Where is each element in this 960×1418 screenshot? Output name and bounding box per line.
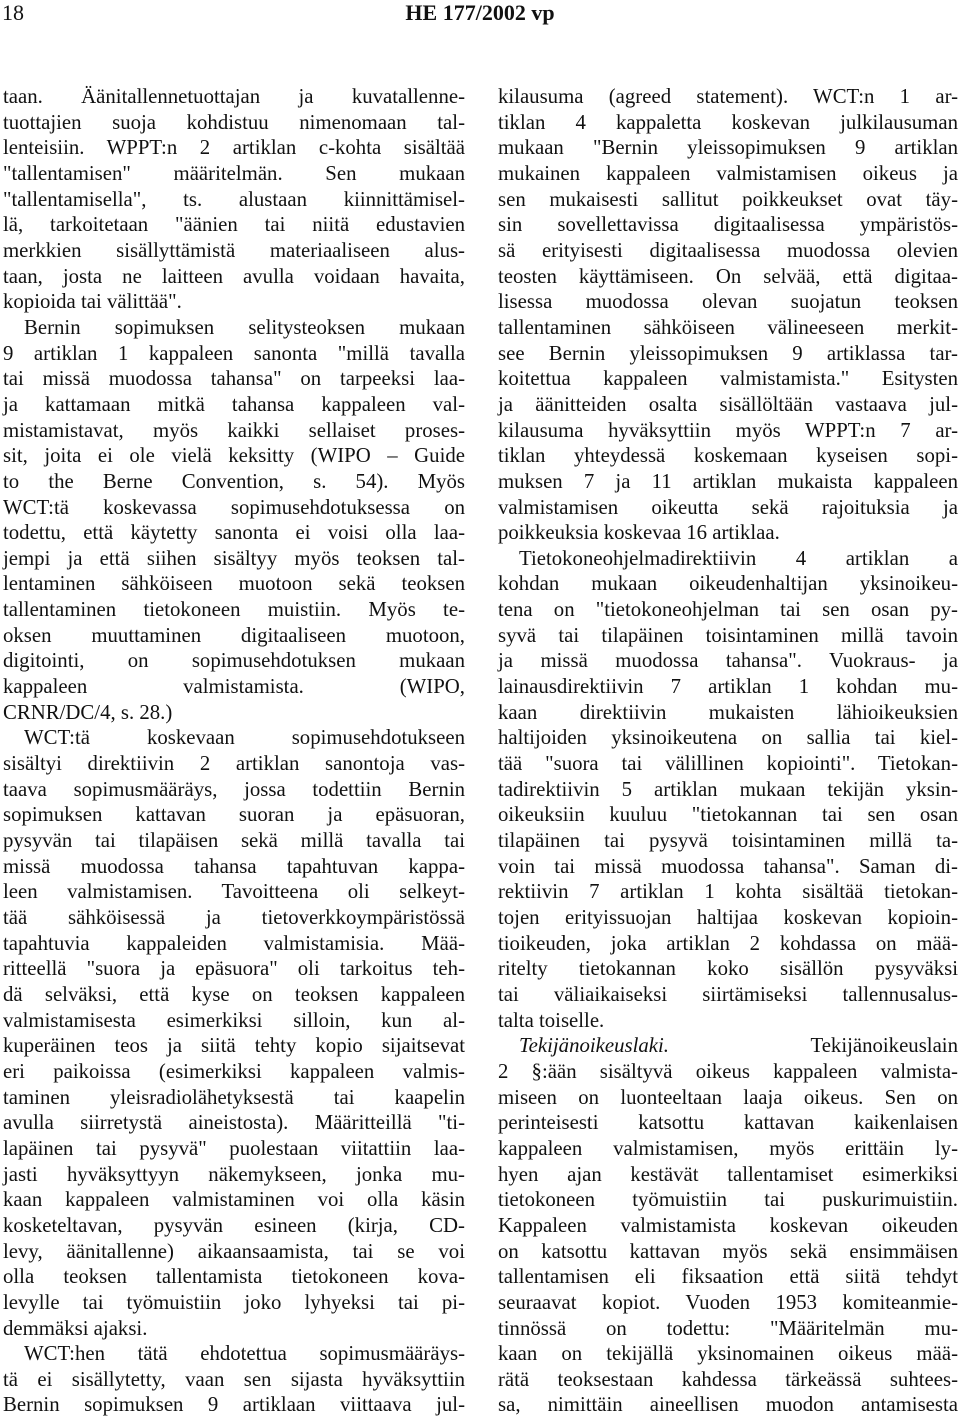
text-line: poikkeuksia koskevaa 16 artiklaa. <box>498 521 780 545</box>
text-line: taava sopimusmääräys, jossa todettiin Bernin <box>3 777 465 801</box>
text-line: demmäksi ajaksi. <box>3 1316 148 1340</box>
text-line: 2 §:ään sisältyvä oikeus kappaleen valmista- <box>498 1059 958 1083</box>
text-line: muksen 7 ja 11 artiklan mukaista kappaleen <box>498 469 958 493</box>
text-line: ja äänitteiden osalta sisällöltään vastaava jul- <box>498 392 958 416</box>
text-line: merkkien sisällyttämistä materiaaliseen alus- <box>3 238 465 262</box>
text-line: WCT:tä koskevaan sopimusehdotukseen <box>24 726 465 750</box>
text-line: to the Berne Convention, s. 54). Myös <box>3 469 465 493</box>
text-line: taminen yleisradiolähetyksestä tai kaapelin <box>3 1085 465 1109</box>
document-id: HE 177/2002 vp <box>405 0 555 25</box>
text-line: digitointi, on sopimusehdotuksen mukaan <box>3 649 465 673</box>
text-line: sit, joita ei ole vielä keksitty (WIPO – Guide <box>3 444 465 468</box>
text-line: koitettua kappaleen valmistamista." Esitysten <box>498 367 958 391</box>
text-line: lainausdirektiivin 7 artiklan 1 kohdan mu- <box>498 675 958 699</box>
text-line: tapahtuvia kappaleiden valmistamisia. Mää- <box>3 931 465 955</box>
text-line: "tallentamisen" määritelmän. Sen mukaan <box>3 161 465 185</box>
text-line: rätä teoksestaan kahdessa tärkeässä suhtees- <box>498 1367 958 1391</box>
text-line: sen mukaisesti sallitut poikkeukset ovat täy- <box>498 187 958 211</box>
text-line: eri paikoissa (esimerkiksi kappaleen valmis- <box>3 1059 465 1083</box>
text-line: taan, josta ne laitteen avulla voidaan havaita, <box>3 264 465 288</box>
text-line: syvä tai tilapäinen toisintaminen millä tavoin <box>498 623 958 647</box>
text-line: see Bernin yleissopimuksen 9 artiklassa tar- <box>498 341 958 365</box>
page-header <box>0 0 960 36</box>
text-line: valmistamisesta esimerkiksi silloin, kun al- <box>3 1008 465 1032</box>
text-line: Bernin sopimuksen 9 artiklaan viittaava jul- <box>3 1393 465 1417</box>
text-line: lapäinen tai pysyvä" puolestaan viitattiin laa- <box>3 1136 465 1160</box>
text-line: haltijoiden yksinoikeutena on sallia tai kiel- <box>498 726 958 750</box>
text-line: mukainen kappaleen valmistamisen oikeus ja <box>498 161 958 185</box>
text-line: tuottajien suoja kohdistuu nimenomaan tal- <box>3 110 465 134</box>
text-line: "tallentamisella", ts. alustaan kiinnittämisel- <box>3 187 465 211</box>
text-line: WCT:hen tätä ehdotettua sopimusmääräys- <box>24 1342 465 1366</box>
text-line: tallentaminen tietokoneen muistiin. Myös te- <box>3 598 465 622</box>
text-line: tai väliaikaiseksi siirtämiseksi tallennusalus- <box>498 982 958 1006</box>
text-line: tojen erityissuojan haltijaa koskevan kopioin- <box>498 906 958 929</box>
text-line <box>498 1033 958 1059</box>
text-line: kosketeltavan, pysyvän esineen (kirja, CD- <box>3 1213 465 1237</box>
text-line: kappaleen valmistamista. (WIPO, <box>3 675 465 699</box>
text-line: pysyvän tai tilapäisen sekä millä tavalla tai <box>3 829 465 853</box>
text-line: ja kattamaan mitkä tahansa kappaleen val- <box>3 392 465 416</box>
text-line: miseen on luonteeltaan laaja oikeus. Sen on <box>498 1085 958 1109</box>
text-line: on katsottu kattavan myös sekä ensimmäisen <box>498 1239 958 1263</box>
text-line: ja missä muodossa tahansa". Vuokraus- ja <box>498 649 958 673</box>
text-line: lenteisiin. WPPT:n 2 artiklan c-kohta sisältää <box>3 136 465 160</box>
text-line: lentaminen sähköiseen muotoon sekä teoksen <box>3 572 465 596</box>
right-text-column <box>498 84 958 1418</box>
text-line: ritelty tietokannan koko sisällön pysyväksi <box>498 957 958 981</box>
text-line: tiklan yhteydessä koskemaan kyseisen sopi- <box>498 444 958 468</box>
text-line: kilausuma hyväksyttiin myös WPPT:n 7 ar- <box>498 418 958 442</box>
text-line: todettu, että käytetty sanonta ei voisi olla laa- <box>3 521 465 545</box>
text-line: jasti hyväksyttyyn näkemykseen, jonka mu- <box>3 1162 465 1186</box>
text-line: sisältyi direktiivin 2 artiklan sanontoja vas- <box>3 752 465 776</box>
text-line: jempi ja että siihen sisältyy myös teoksen tal- <box>3 546 465 570</box>
text-line: kohdan mukaan oikeudenhaltijan yksinoikeu- <box>498 572 958 596</box>
text-line: rektiivin 7 artiklan 1 kohta sisältää tietokan- <box>498 880 958 904</box>
left-text-column <box>3 84 465 1418</box>
text-line: tä ei sisällytetty, vaan sen sijasta hyväksyttiin <box>3 1367 465 1391</box>
text-line: dä selväksi, että kyse on teoksen kappaleen <box>3 982 465 1006</box>
text-line: sa, nimittäin aineellisen muodon antamisesta <box>498 1393 958 1417</box>
text-line: sä erityisesti digitaalisessa muodossa olevien <box>498 238 958 262</box>
text-line: hyen ajan kestävät tallentamiset esimerkiksi <box>498 1162 958 1186</box>
text-line: missä muodossa tahansa tapahtuvan kappa- <box>3 854 465 878</box>
text-line: voin tai missä muodossa tahansa". Saman di- <box>498 854 958 878</box>
text-line: kopioida tai välittää". <box>3 290 182 314</box>
text-line: tallentamisen eli fiksaation että siitä tehdyt <box>498 1265 958 1289</box>
text-line: kilausuma (agreed statement). WCT:n 1 ar- <box>498 85 958 108</box>
text-line: Tietokoneohjelmadirektiivin 4 artiklan a <box>519 546 958 570</box>
text-line: tai missä muodossa tahansa" on tarpeeksi laa- <box>3 367 465 391</box>
page-number: 18 <box>2 0 24 25</box>
text-line: tallentaminen sähköiseen välineeseen merkit- <box>498 315 958 339</box>
text-line: tadirektiivin 5 artiklan mukaan tekijän yksin- <box>498 777 958 801</box>
text-line: Bernin sopimuksen selitysteoksen mukaan <box>24 315 465 339</box>
text-line: lisessa muodossa olevan suojatun teoksen <box>498 290 958 314</box>
text-line: mistamistavat, myös kaikki sellaiset proses- <box>3 418 465 442</box>
text-line: oksen muuttaminen digitaaliseen muotoon, <box>3 623 465 647</box>
text-line: tää sähköisessä ja tietoverkkoympäristössä <box>3 906 465 929</box>
text-line: levylle tai työmuistiin joko lyhyeksi tai pi- <box>3 1290 465 1314</box>
text-line: leen valmistamisen. Tavoitteena oli selkeyt- <box>3 880 465 904</box>
text-line: sopimuksen kattavan suoran ja epäsuoran, <box>3 803 465 827</box>
text-line: avulla siirretystä aineistosta). Määritteillä "ti- <box>3 1111 465 1135</box>
text-line: kaan on tekijällä yksinomainen oikeus mää- <box>498 1342 958 1366</box>
text-line: seuraavat kopiot. Vuoden 1953 komiteanmie- <box>498 1290 958 1314</box>
text-line: valmistamisen oikeutta sekä rajoituksia ja <box>498 495 958 519</box>
text-line: mukaan "Bernin yleissopimuksen 9 artiklan <box>498 136 958 160</box>
text-run: Tekijänoikeuslain <box>810 1034 958 1058</box>
text-line: tietokoneen työmuistiin tai puskurimuistiin. <box>498 1188 958 1212</box>
text-line: tioikeuden, joka artiklan 2 kohdassa on mää- <box>498 931 958 955</box>
text-line: tiklan 4 kappaletta koskevan julkilausuman <box>498 110 958 134</box>
text-line: ritteellä "suora ja epäsuora" oli tarkoitus teh- <box>3 957 465 981</box>
text-line: tinnössä on todettu: "Määritelmän mu- <box>498 1316 958 1340</box>
text-line: perinteisesti katsottu kattavan kaikenlaisen <box>498 1111 958 1135</box>
text-line: 9 artiklan 1 kappaleen sanonta "millä tavalla <box>3 341 465 365</box>
text-line: kaan kappaleen valmistaminen voi olla käsin <box>3 1188 465 1212</box>
text-line: tää "suora tai välillinen kopiointi". Tietokan- <box>498 752 958 776</box>
section-heading: Tekijänoikeuslaki. <box>519 1034 669 1058</box>
text-line: sin sovellettavissa digitaalisessa ympäristös- <box>498 213 958 237</box>
text-line: tilapäinen tai pysyvä toisintaminen millä ta- <box>498 829 958 853</box>
text-line: tena on "tietokoneohjelman tai sen osan py- <box>498 598 958 622</box>
text-line: oikeuksiin kuuluu "tietokannan tai sen osan <box>498 803 958 827</box>
text-line: Kappaleen valmistamista koskevan oikeuden <box>498 1213 958 1237</box>
text-line: talta toiselle. <box>498 1008 605 1032</box>
text-line: CRNR/DC/4, s. 28.) <box>3 700 173 724</box>
text-line: taan. Äänitallennetuottajan ja kuvatallenne- <box>3 85 465 108</box>
text-line: olla teoksen tallentamista tietokoneen kova- <box>3 1265 465 1289</box>
text-line: kuperäinen teos ja siitä tehty kopio sijaitsevat <box>3 1034 465 1058</box>
text-line: levy, äänitallenne) aikaansaamista, tai se voi <box>3 1239 465 1263</box>
text-line: kaan direktiivin mukaisten lähioikeuksien <box>498 700 958 724</box>
text-line: lä, tarkoitetaan "äänien tai niitä edustavien <box>3 213 465 237</box>
text-line: WCT:tä koskevassa sopimusehdotuksessa on <box>3 495 465 519</box>
text-line: teosten käyttämiseen. On selvää, että digitaa- <box>498 264 958 288</box>
text-line: kappaleen valmistamisen, myös erittäin ly- <box>498 1136 958 1160</box>
